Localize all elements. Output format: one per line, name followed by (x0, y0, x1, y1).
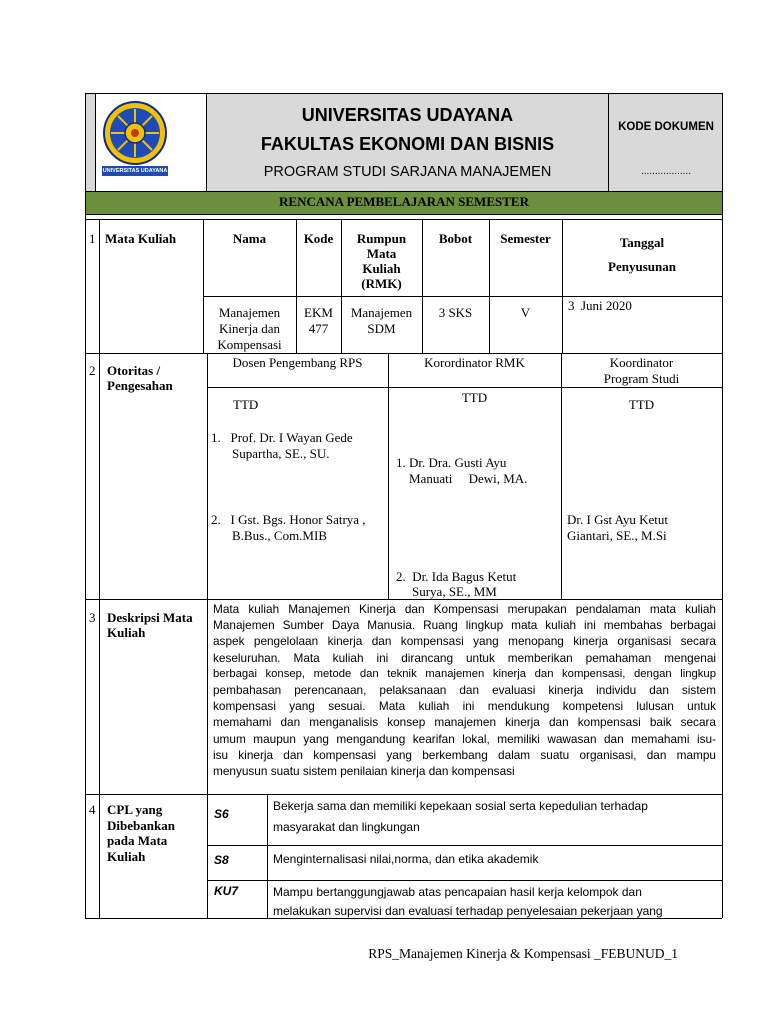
rule (207, 353, 208, 918)
row-label-cpl-line: Dibebankan (107, 817, 175, 833)
cpl-text-line: masyarakat dan lingkungan (273, 820, 420, 834)
cpl-code: S6 (214, 807, 229, 821)
prodi-coordinator-line: Giantari, SE., M.Si (567, 528, 667, 543)
row-label-otoritas-line: Otoritas / (107, 363, 161, 378)
course-description (213, 601, 716, 779)
rule (207, 880, 722, 881)
description-line: isu kinerja dan kompensasi yang berkembang dalam suatu organisasi, dan mampu (213, 747, 716, 762)
description-line: menyusun suatu sistem penilaian kinerja dan kompensasi (213, 764, 515, 779)
col-header-rumpun-line: Kuliah (362, 261, 401, 276)
ttd-rmk: TTD (461, 390, 488, 405)
value-nama (203, 305, 296, 353)
row-number: 1 (89, 231, 96, 246)
rule (207, 387, 722, 388)
rule (85, 93, 723, 94)
row-label-deskripsi-line: Kuliah (107, 625, 146, 640)
rule (85, 191, 723, 192)
rmk-item-line: 1. Dr. Dra. Gusti Ayu (396, 455, 507, 470)
rmk-item-2 (396, 569, 516, 599)
col-header-nama: Nama (232, 231, 267, 246)
col-header-semester: Semester (500, 231, 551, 246)
ttd-dosen: TTD (233, 397, 259, 412)
dosen-item-line: Supartha, SE., SU. (232, 446, 330, 461)
header-koordinator-prodi (561, 355, 722, 387)
dosen-item-line: 2. I Gst. Bgs. Honor Satrya , (211, 512, 366, 527)
row-label-deskripsi-line: Deskripsi Mata (107, 610, 193, 625)
prodi-coordinator-name (567, 512, 668, 544)
cpl-text-line: Bekerja sama dan memiliki kepekaan sosial serta kepedulian terhadap (273, 799, 648, 813)
value-nama-line: Manajemen (218, 305, 281, 320)
rmk-item-line: Surya, SE., MM (412, 584, 497, 599)
value-rumpun-line: SDM (367, 321, 396, 336)
col-header-tanggal-line: Penyusunan (608, 259, 676, 274)
row-label-cpl-line: pada Mata (107, 833, 168, 848)
col-header-tanggal (562, 231, 722, 279)
page-footer: RPS_Manajemen Kinerja & Kompensasi _FEBUNUD_1 (368, 946, 678, 961)
description-line: keseluruhan. Mata kuliah ini dirancang untuk memberikan pemahaman mengenai (213, 650, 716, 665)
row-label-otoritas-line: Pengesahan (107, 378, 173, 393)
header-koordinator-prodi-line: Program Studi (603, 371, 680, 386)
description-line: aspek pengelolaan kinerja dan kompensasi yang menopang kinerja organisasi secara (213, 634, 716, 649)
col-header-rumpun-line: Rumpun (356, 231, 407, 246)
cpl-text-line: Menginternalisasi nilai,norma, dan etika akademik (273, 852, 539, 866)
rule (722, 219, 723, 918)
col-header-rumpun-line: Mata (366, 246, 397, 261)
rule (85, 219, 86, 918)
dosen-item-1 (211, 430, 353, 462)
rmk-item-1 (396, 455, 527, 487)
description-line: Manajemen Sumber Daya Manusia. Ruang lingkup mata kuliah ini membahas berbagai (213, 618, 716, 633)
header-koordinator-rmk: Korordinator RMK (424, 355, 525, 370)
description-line: umum maupun yang mengandung kearifan lokal, memiliki wawasan dan memahami isu- (213, 731, 716, 746)
rmk-item-line: 2. Dr. Ida Bagus Ketut (396, 569, 517, 584)
value-nama-line: Kompensasi (217, 337, 282, 352)
rule (85, 219, 722, 220)
cpl-text-line: Mampu bertanggungjawab atas pencapaian hasil kerja kelompok dan (273, 885, 642, 899)
row-number: 2 (89, 363, 96, 378)
description-line: berbagai konsep, metode dan teknik manajemen kinerja dan kompensasi, dengan lingkup (213, 667, 716, 680)
row-label-mata-kuliah: Mata Kuliah (105, 231, 177, 246)
cpl-text (273, 796, 648, 838)
description-line: kompensasi yang sesuai. Mata kuliah ini mendukung kompetensi lulusan untuk (213, 699, 716, 714)
rps-title: RENCANA PEMBELAJARAN SEMESTER (279, 194, 529, 209)
col-header-rumpun-line: (RMK) (361, 276, 402, 291)
university-logo (98, 100, 172, 178)
rule (608, 93, 609, 191)
value-nama-line: Kinerja dan (218, 321, 280, 336)
rule (206, 93, 207, 191)
col-header-tanggal-line: Tanggal (619, 235, 665, 250)
value-rumpun-line: Manajemen (350, 305, 413, 320)
description-line: memahami dan menganalisis konsep manajemen kinerja dan kompensasi baik secara (213, 715, 716, 730)
cpl-code: KU7 (214, 884, 239, 898)
value-rumpun (341, 305, 422, 337)
dosen-item-line: B.Bus., Com.MIB (232, 528, 327, 543)
faculty-name: FAKULTAS EKONOMI DAN BISNIS (260, 134, 555, 154)
rule (85, 599, 722, 600)
rmk-item-line: Manuati Dewi, MA. (409, 471, 528, 486)
header-dosen-pengembang: Dosen Pengembang RPS (232, 355, 363, 370)
rule (267, 794, 268, 918)
col-header-bobot: Bobot (438, 231, 473, 246)
rule (85, 214, 723, 215)
value-bobot: 3 SKS (438, 305, 473, 320)
university-name: UNIVERSITAS UDAYANA (301, 105, 514, 125)
row-number: 3 (89, 610, 96, 625)
value-tanggal: 3 Juni 2020 (568, 298, 632, 313)
rule (85, 93, 86, 219)
row-label-cpl (107, 802, 175, 864)
rule (561, 353, 562, 599)
description-line: pembahasan perencanaan, pelaksanaan dan evaluasi kinerja individu dan sistem (213, 683, 716, 698)
doc-code-label: KODE DOKUMEN (618, 121, 714, 133)
ttd-prodi: TTD (628, 397, 655, 412)
rule (207, 845, 722, 846)
rule (203, 296, 722, 297)
col-header-rumpun (341, 231, 422, 291)
value-kode (296, 305, 341, 337)
cpl-text-line: melakukan supervisi dan evaluasi terhadap penyelesaian pekerjaan yang (273, 904, 663, 918)
row-label-cpl-line: Kuliah (107, 848, 146, 864)
cpl-text (273, 883, 663, 921)
header-koordinator-prodi-line: Koordinator (609, 355, 674, 370)
rule (85, 353, 722, 354)
value-semester: V (520, 305, 531, 320)
prodi-coordinator-line: Dr. I Gst Ayu Ketut (567, 512, 668, 527)
logo-caption: UNIVERSITAS UDAYANA (102, 168, 168, 174)
value-kode-line: EKM (304, 305, 333, 320)
dosen-item-2 (211, 512, 366, 544)
value-kode-line: 477 (308, 321, 329, 336)
dosen-item-line: 1. Prof. Dr. I Wayan Gede (211, 430, 353, 445)
cpl-text (273, 851, 538, 867)
rule (95, 93, 96, 191)
col-header-kode: Kode (303, 231, 334, 246)
rule (99, 219, 100, 918)
row-label-otoritas (107, 363, 173, 393)
row-label-deskripsi (107, 610, 193, 640)
row-number: 4 (89, 802, 96, 817)
description-line: Mata kuliah Manajemen Kinerja dan Kompensasi merupakan pendalaman mata kuliah (213, 602, 716, 616)
rule (85, 794, 722, 795)
program-name: PROGRAM STUDI SARJANA MANAJEMEN (263, 164, 552, 180)
cpl-code: S8 (214, 853, 229, 867)
doc-code-value: .................. (640, 166, 691, 177)
rule (722, 93, 723, 219)
row-label-cpl-line: CPL yang (107, 802, 163, 817)
